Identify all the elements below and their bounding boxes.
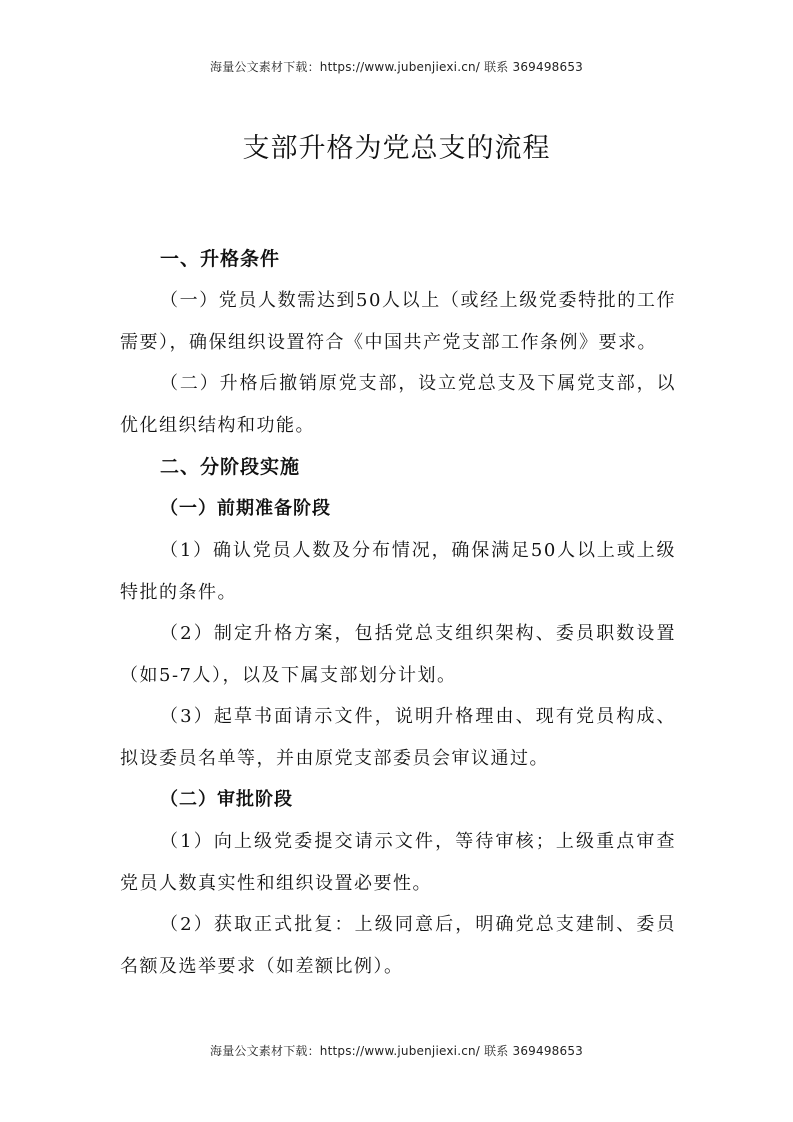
document-body: [120, 238, 676, 987]
page-header: 海量公文素材下载：https://www.jubenjiexi.cn/ 联系 369498653: [210, 60, 583, 74]
paragraph: （3）起草书面请示文件，说明升格理由、现有党员构成、拟设委员名单等，并由原党支部委员会审议通过。: [120, 706, 676, 769]
paragraph: （1）向上级党委提交请示文件，等待审核；上级重点审查党员人数真实性和组织设置必要性。: [120, 831, 676, 894]
paragraph: （2）制定升格方案，包括党总支组织架构、委员职数设置（如5-7人），以及下属支部划分计划。: [120, 623, 676, 686]
paragraph: （1）确认党员人数及分布情况，确保满足50人以上或上级特批的条件。: [120, 540, 676, 603]
subsection-heading-approval: （二）审批阶段: [160, 789, 293, 810]
section-heading-phases: 二、分阶段实施: [160, 456, 301, 478]
page-footer: 海量公文素材下载：https://www.jubenjiexi.cn/ 联系 369498653: [210, 1044, 583, 1058]
subsection-heading-preparation: （一）前期准备阶段: [160, 498, 331, 519]
paragraph: （二）升格后撤销原党支部，设立党总支及下属党支部，以优化组织结构和功能。: [120, 373, 676, 436]
section-heading-conditions: 一、升格条件: [160, 248, 281, 270]
paragraph: （2）获取正式批复：上级同意后，明确党总支建制、委员名额及选举要求（如差额比例）。: [120, 914, 676, 977]
paragraph: （一）党员人数需达到50人以上（或经上级党委特批的工作需要），确保组织设置符合《中国共产党支部工作条例》要求。: [120, 290, 676, 353]
document-title: 支部升格为党总支的流程: [242, 133, 551, 164]
